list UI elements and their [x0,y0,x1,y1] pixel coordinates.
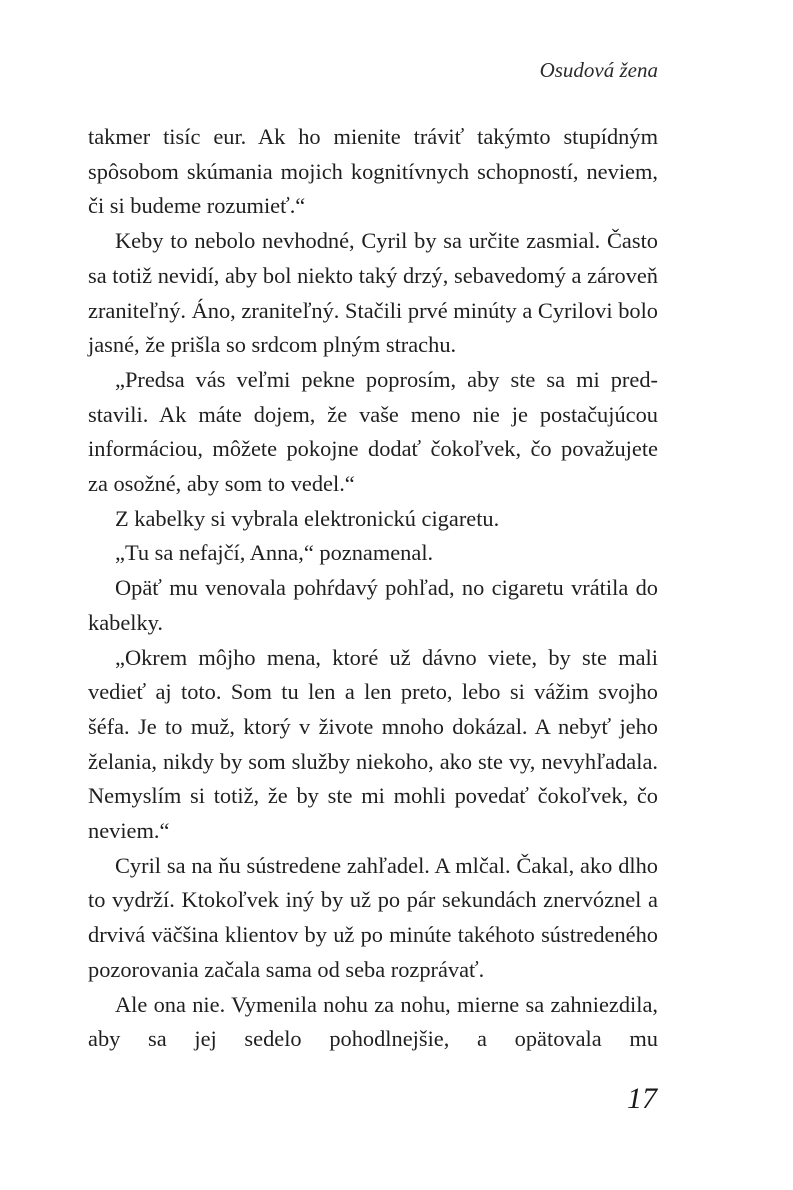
paragraph-4: Z kabelky si vybrala elektronickú cigaretu. [115,505,500,531]
paragraph-3: „Predsa vás veľmi pekne poprosím, aby ste sa mi predstavili. Ak máte dojem, že vaše meno nie je postačujúcou informáciou, môžete pokojne dodať čokoľvek, čo považujete za osožné, aby som to vedel.“ [88,366,658,497]
paragraph-2: Keby to nebolo nevhodné, Cyril by sa určite zasmial. Často sa totiž nevidí, aby bol niekto taký drzý, sebavedomý a zároveň zraniteľný. Áno, zraniteľný. Stačili prvé minúty a Cyrilovi bolo jasné, že prišla so srdcom plným strachu. [88,228,658,358]
page-number: 17 [627,1082,657,1115]
paragraph-5: „Tu sa nefajčí, Anna,“ poznamenal. [115,540,434,566]
running-header: Osudová žena [539,58,658,82]
paragraph-1: takmer tisíc eur. Ak ho mienite tráviť takýmto stupídným spôsobom skúmania mojich kognitívnych schopností, neviem, či si budeme rozumieť.“ [88,124,658,219]
paragraph-6: Opäť mu venovala pohŕdavý pohľad, no cigaretu vrátila do kabelky. [88,575,658,635]
body-text [88,120,658,1057]
paragraph-8: Cyril sa na ňu sústredene zahľadel. A mlčal. Čakal, ako dlho to vydrží. Ktokoľvek iný by už po pár sekundách znervóznel a drvivá väčšina klientov by už po minúte takéhoto sústredeného pozorovania začala sama od seba rozprávať. [88,852,658,982]
paragraph-9: Ale ona nie. Vymenila nohu za nohu, mierne sa zahniezdila, aby sa jej sedelo pohodlnejšie, a opätovala mu [88,991,658,1052]
paragraph-7: „Okrem môjho mena, ktoré už dávno viete, by ste mali vedieť aj toto. Som tu len a len preto, lebo si vážim svojho šéfa. Je to muž, ktorý v živote mnoho dokázal. A nebyť jeho želania, nikdy by som služby niekoho, ako ste vy, nevyhľadala. Nemyslím si totiž, že by ste mi mohli povedať čokoľvek, čo neviem.“ [88,644,658,844]
